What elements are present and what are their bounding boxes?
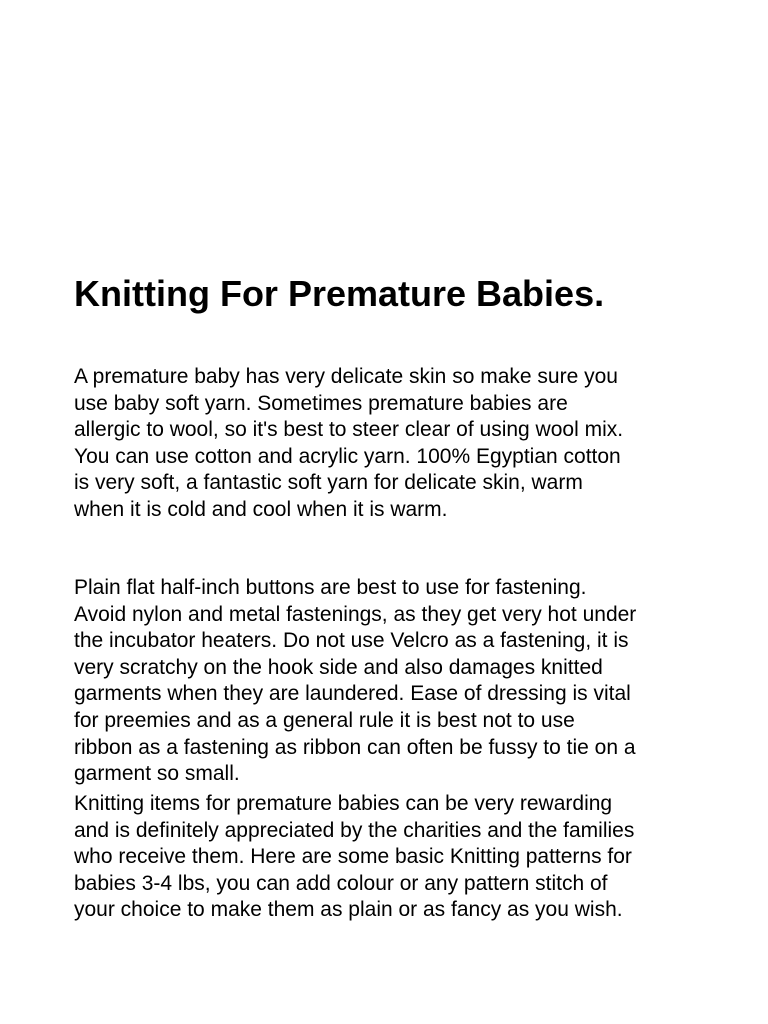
paragraph-fastenings: Plain flat half-inch buttons are best to use for fastening. Avoid nylon and metal fastenings, as they get very hot under the incubator heaters. Do not use Velcro as a fastening, it is very scratchy on the hook side and also damages knitted garments when they are laundered. Ease of dressing is vital for preemies and as a general rule it is best not to use ribbon as a fastening as ribbon can often be fussy to tie on a garment so small. <box>74 576 637 786</box>
paragraph-rewarding-patterns: Knitting items for premature babies can be very rewarding and is definitely appreciated by the charities and the families who receive them. Here are some basic Knitting patterns for babies 3-4 lbs, you can add colour or any pattern stitch of your choice to make them as plain or as fancy as you wish. <box>74 792 635 922</box>
paragraph-skin-and-yarn: A premature baby has very delicate skin so make sure you use baby soft yarn. Sometimes premature babies are allergic to wool, so it's best to steer clear of using wool mix. You can use cotton and acrylic yarn. 100% Egyptian cotton is very soft, a fantastic soft yarn for delicate skin, warm when it is cold and cool when it is warm. <box>74 365 624 521</box>
page-title: Knitting For Premature Babies. <box>74 273 605 314</box>
